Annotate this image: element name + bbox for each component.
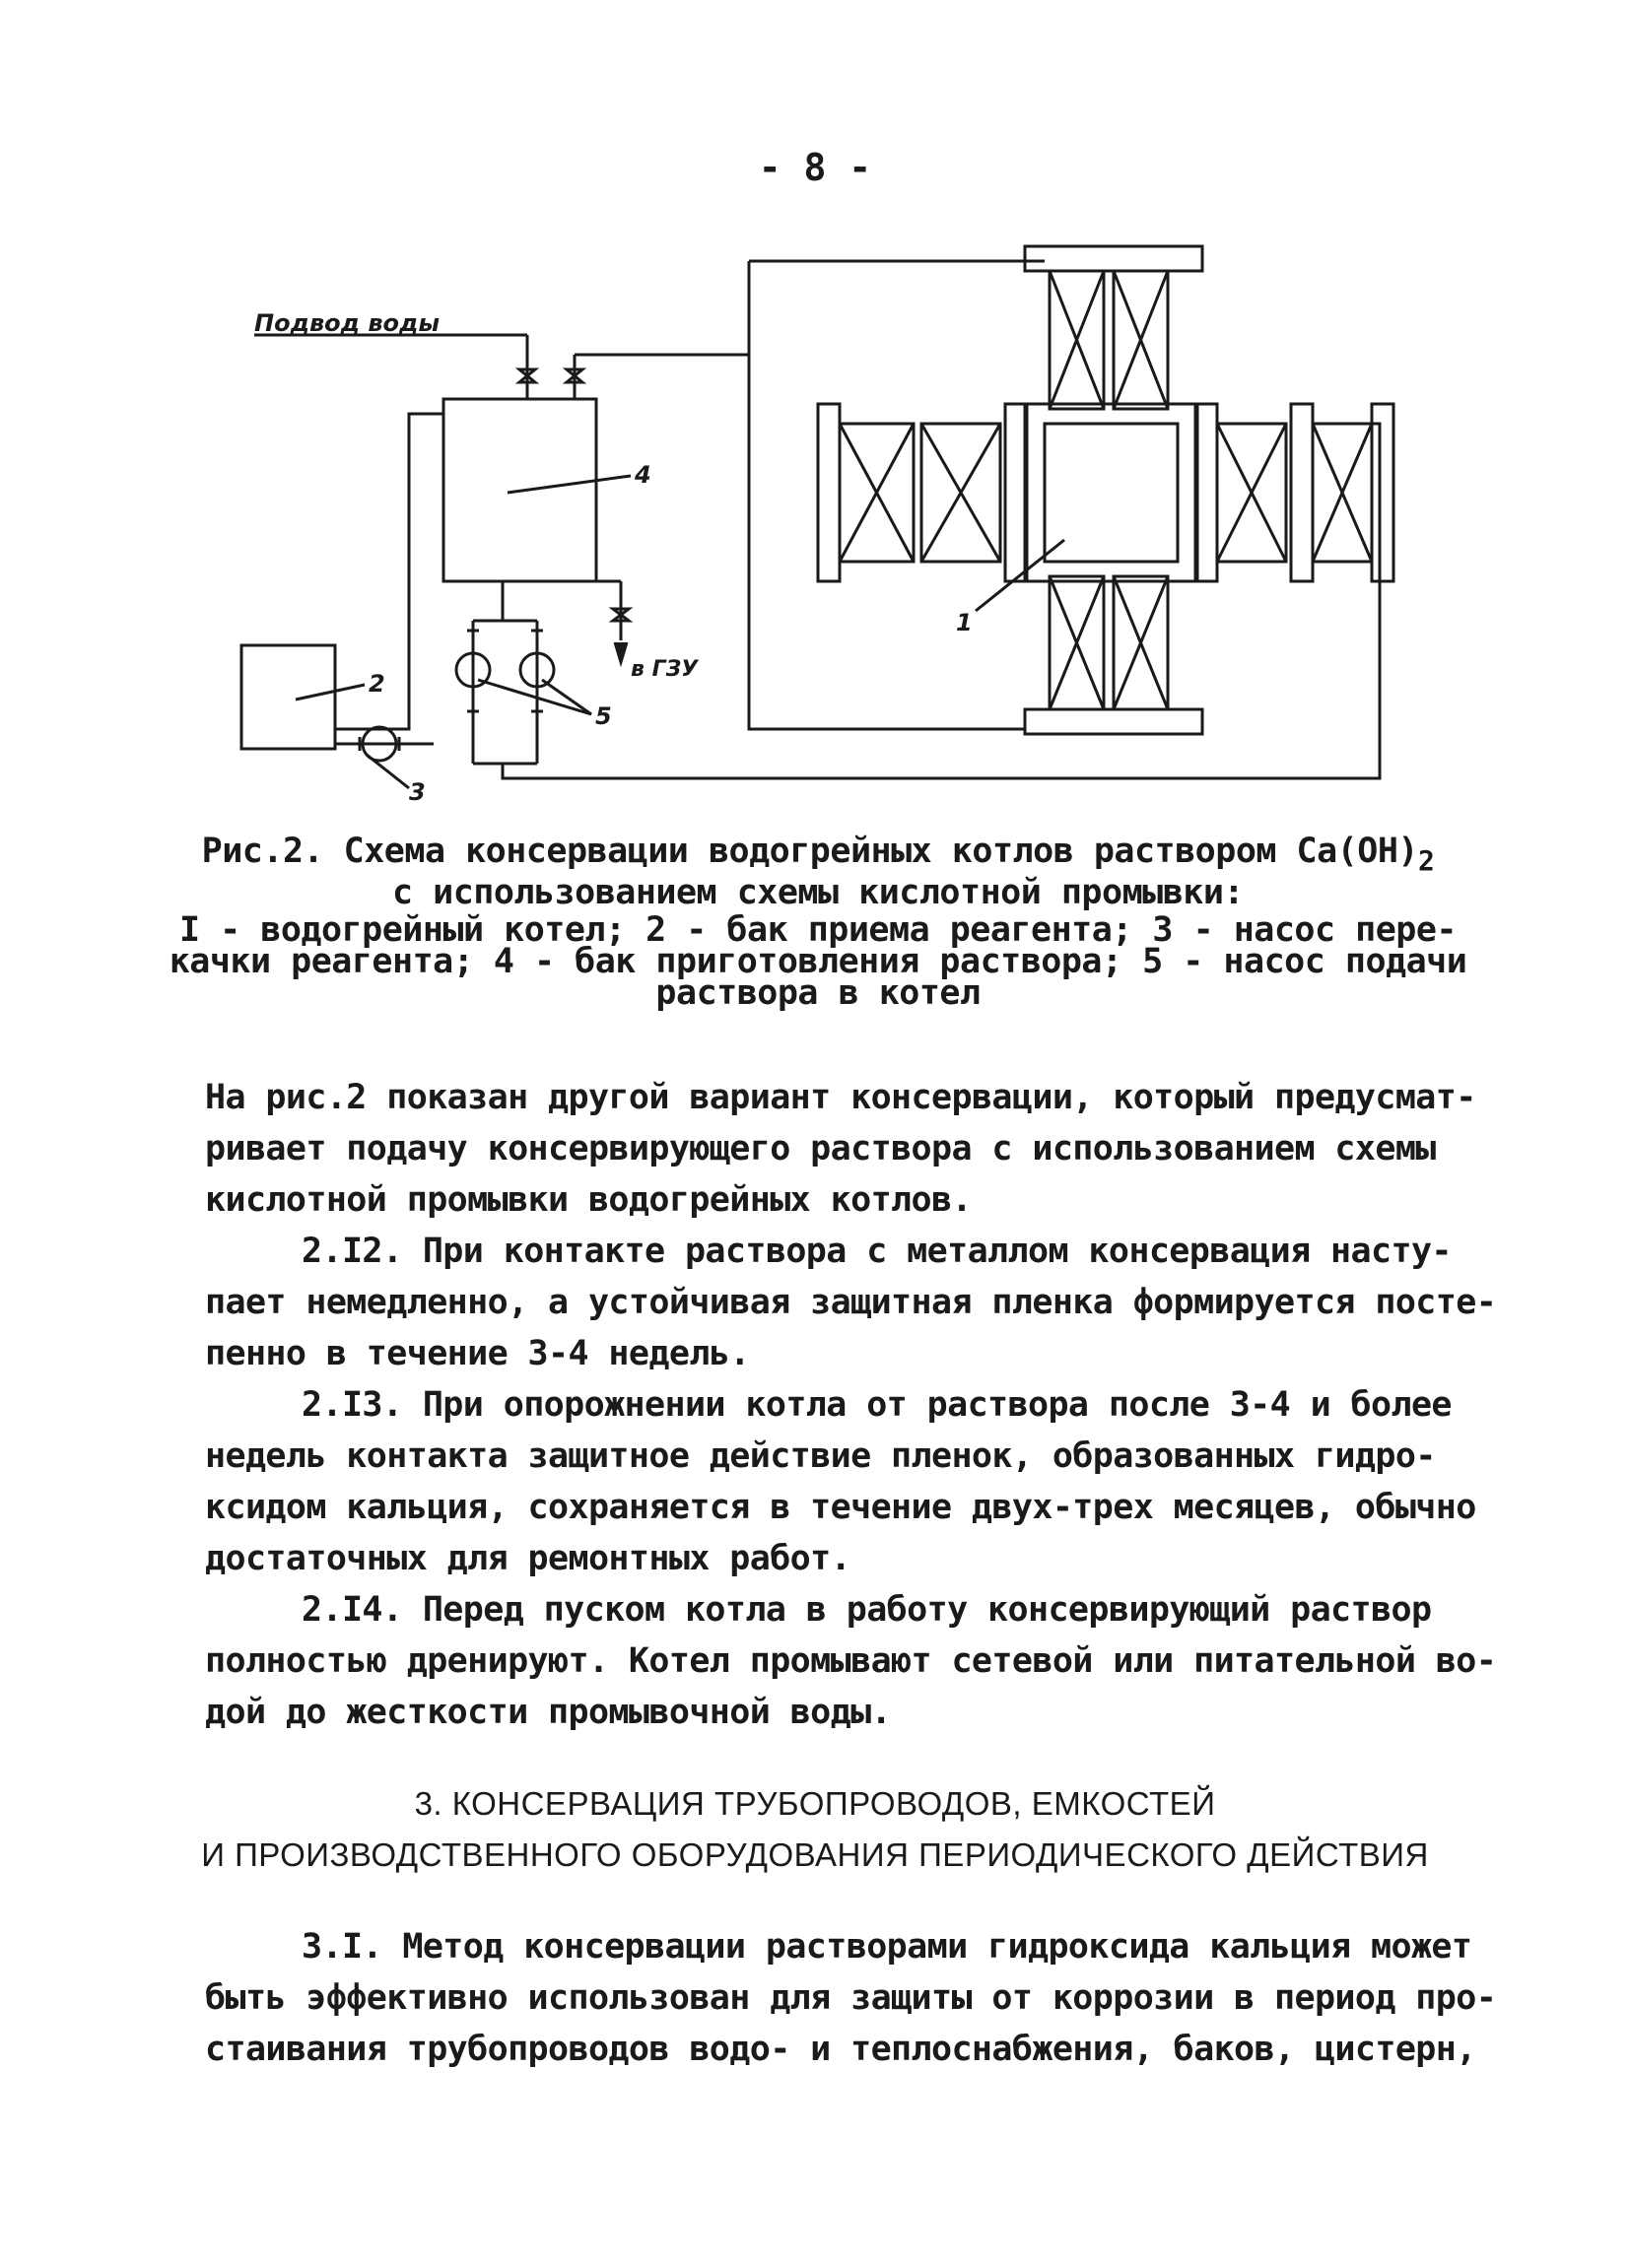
caption-legend-1: I - водогрейный котел; 2 - бак приема реагента; 3 - насос пере- <box>178 910 1458 950</box>
paragraph-line: достаточных для ремонтных работ. <box>205 1539 851 1578</box>
preservation-scheme-diagram <box>0 0 1630 887</box>
caption-subtitle: с использованием схемы кислотной промывки: <box>391 873 1244 912</box>
paragraph-line: стаивания трубопроводов водо- и теплоснабжения, баков, цистерн, <box>205 2030 1476 2069</box>
paragraph-line: полностью дренируют. Котел промывают сетевой или питательной во- <box>205 1641 1497 1681</box>
figure-caption <box>158 832 1478 1013</box>
label-5: 5 <box>595 702 612 730</box>
paragraph-line: пает немедленно, а устойчивая защитная пленка формируется посте- <box>205 1283 1497 1322</box>
paragraph-line: 2.I3. При опорожнении котла от раствора после 3-4 и более <box>302 1385 1452 1425</box>
paragraph-line: 3.I. Метод консервации растворами гидроксида кальция может <box>302 1927 1472 1967</box>
section-heading-line: И ПРОИЗВОДСТВЕННОГО ОБОРУДОВАНИЯ ПЕРИОДИЧЕСКОГО ДЕЙСТВИЯ <box>201 1836 1429 1873</box>
reagent-tank-2 <box>241 645 335 749</box>
section-heading-line: 3. КОНСЕРВАЦИЯ ТРУБОПРОВОДОВ, ЕМКОСТЕЙ <box>414 1785 1216 1822</box>
paragraph-line: кислотной промывки водогрейных котлов. <box>205 1180 972 1220</box>
label-4: 4 <box>635 461 651 489</box>
water-heating-boiler-1 <box>818 246 1393 734</box>
to-gzu-label: в ГЗУ <box>631 657 699 682</box>
paragraph-line: пенно в течение 3-4 недель. <box>205 1334 750 1373</box>
water-supply-label: Подвод воды <box>254 309 441 337</box>
section3-paragraph <box>205 1921 1497 2075</box>
circulation-pumps-5 <box>456 621 554 764</box>
body-paragraphs <box>205 1072 1497 1738</box>
arrow-down-icon <box>615 642 627 662</box>
paragraph-line: быть эффективно использован для защиты от коррозии в период про- <box>205 1978 1497 2018</box>
valve-icon <box>519 369 582 382</box>
caption-legend-2: качки реагента; 4 - бак приготовления раствора; 5 - насос подачи <box>169 942 1467 981</box>
paragraph-line: недель контакта защитное действие пленок, образованных гидро- <box>205 1436 1436 1476</box>
water-supply-line <box>254 261 1045 399</box>
label-3: 3 <box>409 778 426 806</box>
paragraph-line: ксидом кальция, сохраняется в течение двух-трех месяцев, обычно <box>205 1488 1476 1527</box>
paragraph-line: 2.I2. При контакте раствора с металлом консервация насту- <box>302 1232 1452 1271</box>
paragraph-line: 2.I4. Перед пуском котла в работу консервирующий раствор <box>302 1590 1432 1630</box>
paragraph-line: дой до жесткости промывочной воды. <box>205 1693 892 1732</box>
paragraph-line: ривает подачу консервирующего раствора с использованием схемы <box>205 1129 1436 1168</box>
label-1: 1 <box>956 609 973 636</box>
page-number: - 8 - <box>758 146 872 189</box>
caption-title: Рис.2. Схема консервации водогрейных котлов раствором $Ca(OH)_2$ <box>201 832 1435 877</box>
section-heading <box>0 1778 1630 1881</box>
label-2: 2 <box>369 670 385 698</box>
paragraph-line: На рис.2 показан другой вариант консервации, который предусмат- <box>205 1078 1476 1117</box>
caption-legend-3: раствора в котел <box>655 973 981 1013</box>
